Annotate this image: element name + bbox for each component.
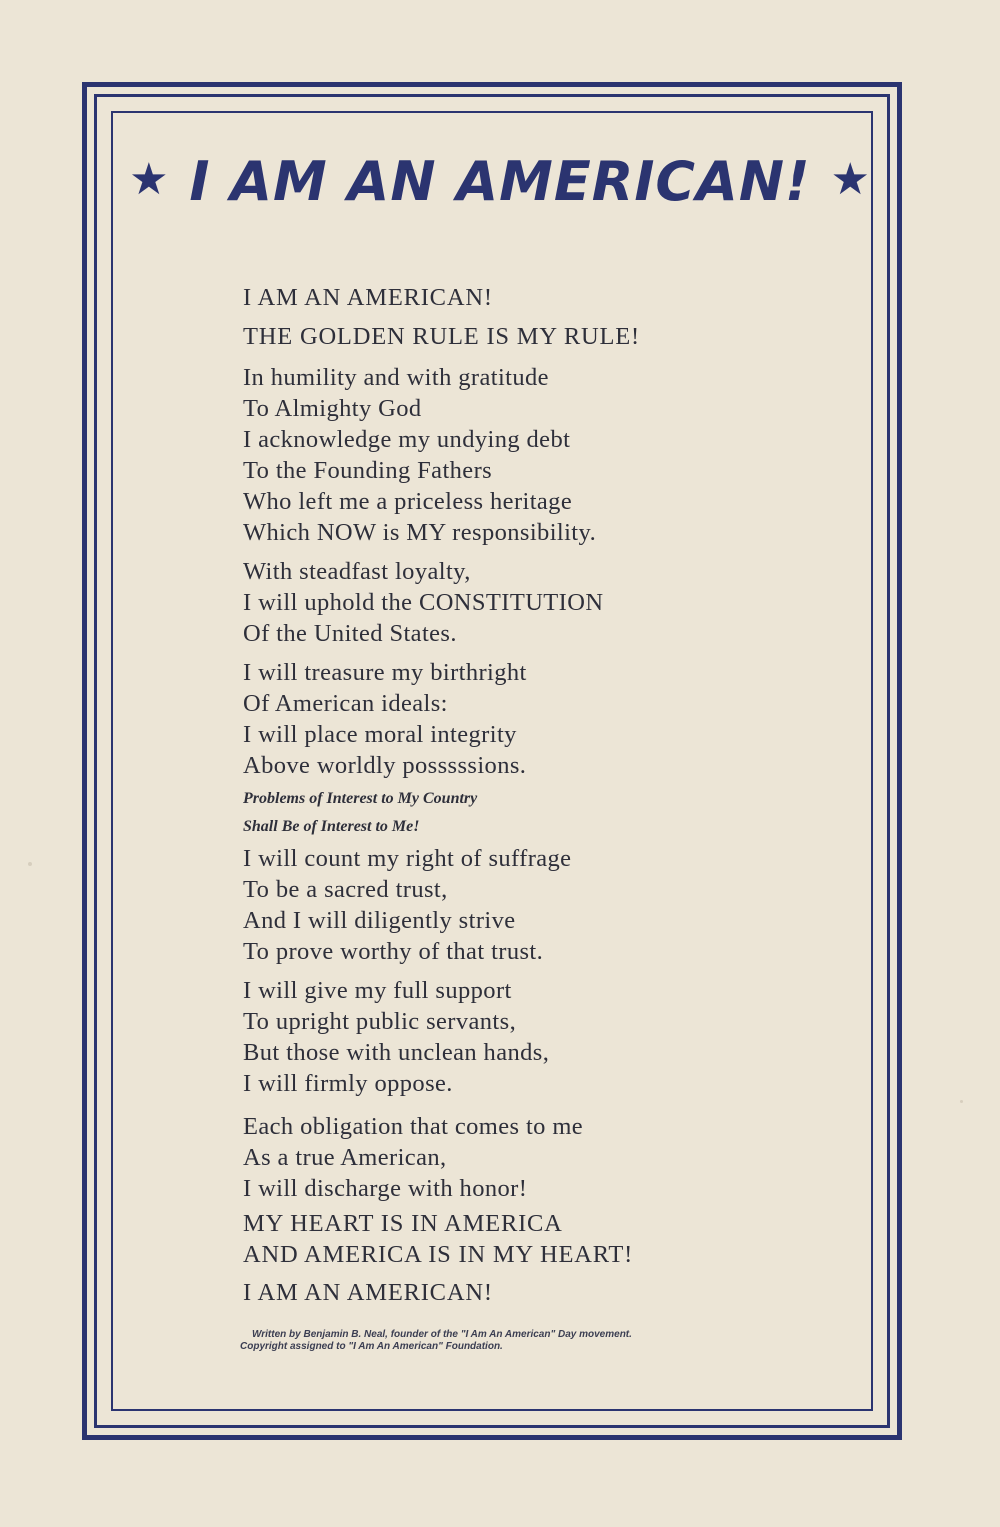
poem-line: THE GOLDEN RULE IS MY RULE! — [243, 323, 640, 350]
author-credit — [240, 1329, 800, 1353]
poem-italic-motto — [243, 785, 843, 841]
poem-line: I will discharge with honor! — [243, 1175, 528, 1202]
star-left-icon: ★ — [129, 154, 170, 205]
poem-line: To be a sacred trust, — [243, 876, 448, 903]
star-right-icon: ★ — [830, 154, 871, 205]
poem-opening — [243, 278, 843, 356]
poem-line: In humility and with gratitude — [243, 364, 549, 391]
poem-line: To Almighty God — [243, 395, 422, 422]
credit-line: Written by Benjamin B. Neal, founder of the "I Am An American" Day movement. — [252, 1329, 632, 1340]
poem-line: I will count my right of suffrage — [243, 845, 572, 872]
poem-line: I will treasure my birthright — [243, 659, 527, 686]
poem-stanza-3 — [243, 657, 843, 781]
poem-line: Each obligation that comes to me — [243, 1113, 584, 1140]
poem-line: Of the United States. — [243, 620, 457, 647]
poem-stanza-4 — [243, 843, 843, 967]
poem-line: I will place moral integrity — [243, 721, 517, 748]
page-title — [0, 150, 1000, 213]
poem-line: I will uphold the CONSTITUTION — [243, 589, 604, 616]
poem-stanza-2 — [243, 556, 843, 649]
poem-line: And I will diligently strive — [243, 907, 516, 934]
poem — [243, 278, 843, 1310]
poem-line: As a true American, — [243, 1144, 447, 1171]
poem-line: To prove worthy of that trust. — [243, 938, 544, 965]
poem-line: To upright public servants, — [243, 1008, 517, 1035]
poem-line: I acknowledge my undying debt — [243, 426, 571, 453]
poem-line: With steadfast loyalty, — [243, 558, 471, 585]
poem-line: I will give my full support — [243, 977, 512, 1004]
copyright-line: Copyright assigned to "I Am An American" Foundation. — [240, 1341, 503, 1352]
poem-stanza-1 — [243, 362, 843, 548]
poem-line: Above worldly posssssions. — [243, 752, 527, 779]
page-title-text: I AM AN AMERICAN! — [189, 150, 811, 213]
poem-closing — [243, 1208, 843, 1270]
poem-line: I will firmly oppose. — [243, 1070, 453, 1097]
poem-line: MY HEART IS IN AMERICA — [243, 1210, 563, 1237]
poem-line: Of American ideals: — [243, 690, 448, 717]
poem-line: AND AMERICA IS IN MY HEART! — [243, 1241, 634, 1268]
poem-stanza-6 — [243, 1111, 843, 1204]
poem-line: To the Founding Fathers — [243, 457, 493, 484]
poem-final-line: I AM AN AMERICAN! — [243, 1279, 493, 1306]
poem-stanza-5 — [243, 975, 843, 1099]
poem-line: Which NOW is MY responsibility. — [243, 519, 597, 546]
poem-line: But those with unclean hands, — [243, 1039, 550, 1066]
italic-motto-line: Problems of Interest to My Country — [243, 790, 478, 807]
poem-line: I AM AN AMERICAN! — [243, 284, 493, 311]
paper-speck — [960, 1100, 963, 1103]
italic-motto-line: Shall Be of Interest to Me! — [243, 818, 420, 835]
paper-speck — [28, 862, 32, 866]
poem-line: Who left me a priceless heritage — [243, 488, 573, 515]
